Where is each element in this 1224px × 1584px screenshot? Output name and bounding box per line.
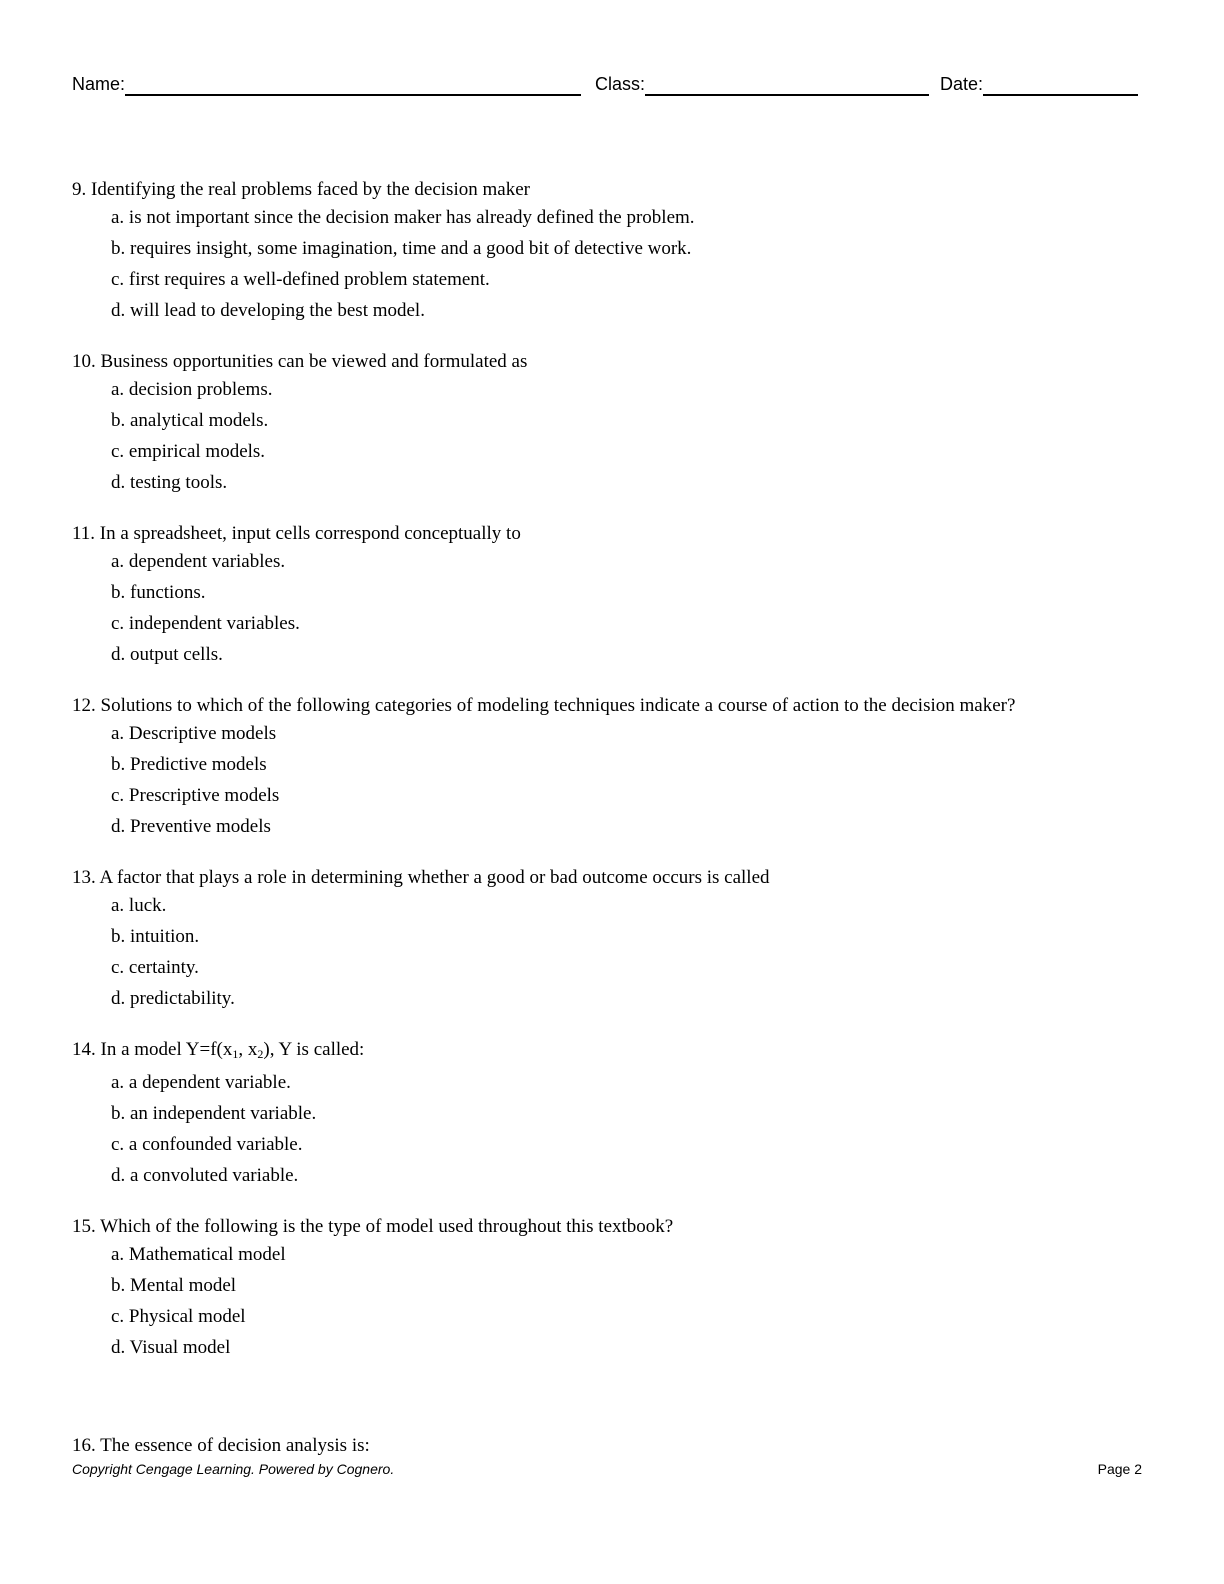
option-b: b. an independent variable. — [111, 1103, 317, 1124]
question-14 — [72, 1037, 1144, 1191]
option-a: a. luck. — [111, 895, 167, 916]
question-9 — [72, 177, 1144, 326]
option-c: c. Prescriptive models — [111, 785, 280, 806]
question-text: 12. Solutions to which of the following categories of modeling techniques indicate a course of action to the decision maker? — [72, 695, 1016, 716]
option-c: c. empirical models. — [111, 441, 266, 462]
option-b: b. intuition. — [111, 926, 200, 947]
date-field — [940, 70, 1138, 96]
option-d: d. Visual model — [111, 1337, 231, 1358]
option-d: d. Preventive models — [111, 816, 271, 837]
option-a: a. a dependent variable. — [111, 1072, 291, 1093]
name-blank-line — [125, 70, 581, 96]
question-12 — [72, 693, 1144, 842]
option-d: d. will lead to developing the best model. — [111, 300, 425, 321]
class-label: Class: — [595, 74, 646, 94]
class-field — [595, 70, 929, 96]
option-b: b. Predictive models — [111, 754, 267, 775]
option-c: c. a confounded variable. — [111, 1134, 303, 1155]
question-13 — [72, 865, 1144, 1014]
option-d: d. testing tools. — [111, 472, 228, 493]
subscript: 2 — [257, 1047, 264, 1061]
option-b: b. Mental model — [111, 1275, 237, 1296]
date-label: Date: — [940, 74, 984, 94]
question-text-part: , x — [238, 1039, 258, 1060]
page-footer — [72, 1461, 1142, 1479]
class-blank-line — [645, 70, 929, 96]
question-text-part: 14. In a model Y=f(x — [72, 1039, 233, 1060]
option-d: d. output cells. — [111, 644, 223, 665]
question-text: 10. Business opportunities can be viewed and formulated as — [72, 351, 528, 372]
option-a: a. Mathematical model — [111, 1244, 286, 1265]
option-b: b. functions. — [111, 582, 206, 603]
question-text: 9. Identifying the real problems faced by the decision maker — [72, 179, 530, 200]
question-list — [72, 177, 1144, 1386]
option-a: a. dependent variables. — [111, 551, 286, 572]
question-15 — [72, 1214, 1144, 1363]
copyright-text: Copyright Cengage Learning. Powered by Cognero. — [72, 1461, 395, 1477]
question-text — [72, 1037, 1144, 1067]
question-11 — [72, 521, 1144, 670]
option-a: a. Descriptive models — [111, 723, 277, 744]
name-field — [72, 70, 581, 96]
option-c: c. first requires a well-defined problem statement. — [111, 269, 490, 290]
option-d: d. predictability. — [111, 988, 235, 1009]
question-text: 11. In a spreadsheet, input cells correspond conceptually to — [72, 523, 521, 544]
question-text: 16. The essence of decision analysis is: — [72, 1435, 370, 1456]
question-16 — [72, 1433, 370, 1458]
option-c: c. certainty. — [111, 957, 199, 978]
option-b: b. analytical models. — [111, 410, 269, 431]
question-text: 15. Which of the following is the type of model used throughout this textbook? — [72, 1216, 674, 1237]
question-text: 13. A factor that plays a role in determining whether a good or bad outcome occurs is called — [72, 867, 770, 888]
option-c: c. independent variables. — [111, 613, 300, 634]
question-10 — [72, 349, 1144, 498]
date-blank-line — [983, 70, 1138, 96]
option-a: a. is not important since the decision maker has already defined the problem. — [111, 207, 695, 228]
page-header — [72, 70, 1142, 98]
name-label: Name: — [72, 74, 126, 94]
question-text-part: ), Y is called: — [263, 1039, 365, 1060]
page-number: Page 2 — [1097, 1461, 1142, 1477]
option-b: b. requires insight, some imagination, time and a good bit of detective work. — [111, 238, 692, 259]
subscript: 1 — [232, 1047, 239, 1061]
option-c: c. Physical model — [111, 1306, 246, 1327]
option-a: a. decision problems. — [111, 379, 273, 400]
option-d: d. a convoluted variable. — [111, 1165, 299, 1186]
